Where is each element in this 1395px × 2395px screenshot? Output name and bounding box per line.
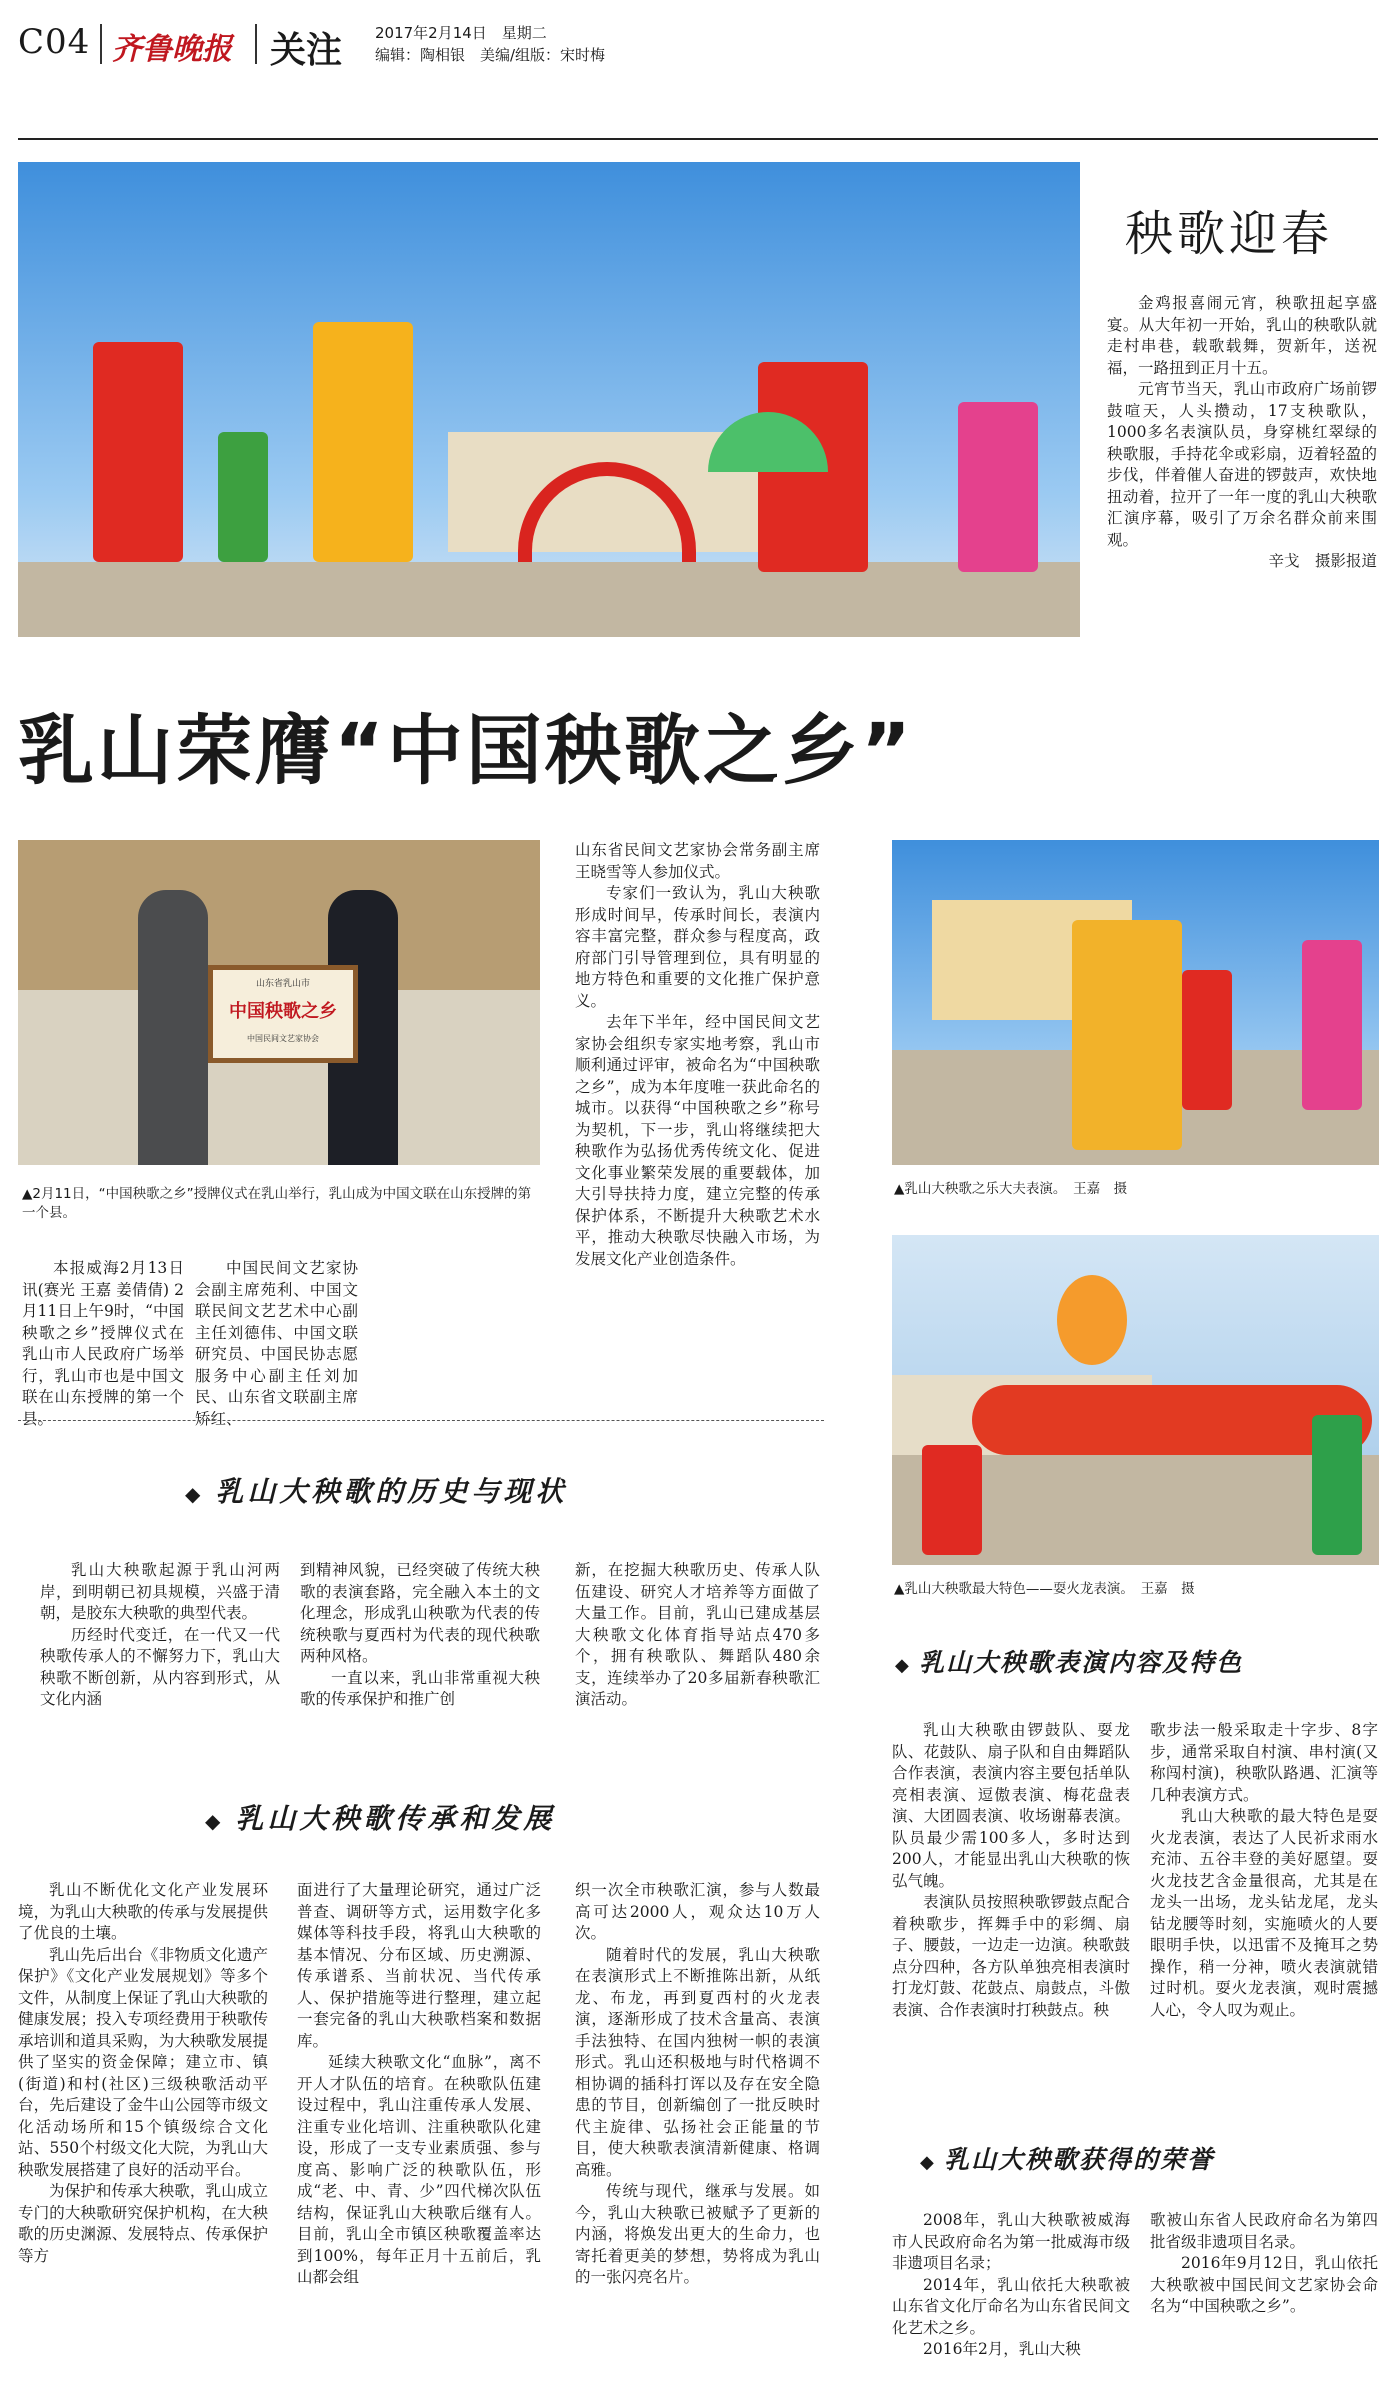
plaque-top: 山东省乳山市 [255,979,310,989]
top-photo [18,162,1080,637]
performer [1072,920,1182,1150]
paragraph: 织一次全市秧歌汇演，参与人数最高可达2000人，观众达10万人次。 [575,1881,820,1942]
performer [922,1445,982,1555]
diamond-icon: ◆ [920,2152,945,2173]
history-title: ◆ 乳山大秧歌的历史与现状 [185,1475,568,1508]
paragraph: 金鸡报喜闹元宵，秧歌扭起享盛宴。从大年初一开始，乳山的秧歌队就走村串巷，载歌载舞，贺新年，送祝福，一路扭到正月十五。 [1107,294,1377,377]
header-divider [100,24,102,64]
story-body [1107,293,1377,573]
paragraph: 乳山先后出台《非物质文化遗产保护》《文化产业发展规划》等多个文件，从制度上保证了乳山大秧歌的健康发展；投入专项经费用于秧歌传承培训和道具采购，为大秧歌发展提供了坚实的资金保障；建立市、镇(街道)和村(社区)三级秧歌活动平台，先后建设了金牛山公园等市级文化活动场所和15个镇级综合文化站、550个村级文化大院，为乳山大秧歌发展搭建了良好的活动平台。 [18,1945,268,2179]
honors-title: ◆ 乳山大秧歌获得的荣誉 [920,2145,1215,2174]
header-divider [255,24,257,64]
editor-credits: 编辑：陶相银 美编/组版：宋时梅 [375,46,606,64]
diamond-icon: ◆ [185,1482,216,1506]
paragraph: 面进行了大量理论研究，通过广泛普查、调研等方式，运用数字化多媒体等科技手段，将乳山大秧歌的基本情况、分布区域、历史溯源、传承谱系、当前状况、当代传承人、保护措施等进行整理，建立起一套完备的乳山大秧歌档案和数据库。 [297,1881,541,2050]
page-code: C04 [18,22,91,62]
honors-col1 [892,2210,1130,2361]
honors-col2 [1150,2210,1378,2318]
paragraph: 乳山不断优化文化产业发展环境，为乳山大秧歌的传承与发展提供了优良的土壤。 [18,1881,268,1942]
paragraph: 歌步法一般采取走十字步、8字步，通常采取自村演、串村演(又称闯村演)，秧歌队路遇、汇演等几种表演方式。 [1150,1721,1378,1804]
dancer [93,342,183,562]
paragraph: 乳山大秧歌的最大特色是耍火龙表演，表达了人民祈求雨水充沛、五谷丰登的美好愿望。耍火龙技艺含金量很高，尤其是在龙头一出场，龙头钻龙尾，龙头钻龙腰等时刻，实施喷火的人要眼明手快，以迅雷不及掩耳之势操作，稍一分神，喷火表演就错过时机。耍火龙表演，观时震撼人心，令人叹为观止。 [1150,1807,1378,2019]
paragraph: 为保护和传承大秧歌，乳山成立专门的大秧歌研究保护机构，在大秧歌的历史渊源、发展特点、传承保护等方 [18,2182,268,2265]
paragraph: 元宵节当天，乳山市政府广场前锣鼓喧天，人头攒动，17支秧歌队，1000多名表演队员，身穿桃红翠绿的秧歌服，手持花伞或彩扇，迈着轻盈的步伐，伴着催人奋进的锣鼓声，欢快地扭动着，拉开了一年一度的乳山大秧歌汇演序幕，吸引了万余名群众前来围观。 [1107,380,1377,549]
diamond-icon: ◆ [205,1809,236,1833]
paragraph: 本报威海2月13日讯(赛光 王嘉 姜倩倩) 2月11日上午9时，“中国秧歌之乡”授牌仪式在乳山市人民政府广场举行，乳山市也是中国文联在山东授牌的第一个县。 [22,1259,184,1428]
header-rule [18,138,1378,140]
dancer [218,432,268,562]
person-left [138,890,208,1165]
paragraph: 新，在挖掘大秧歌历史、传承人队伍建设、研究人才培养等方面做了大量工作。目前，乳山已建成基层大秧歌文化体育指导站点470多个，拥有秧歌队、舞蹈队480余支，连续举办了20多届新春秧歌汇演活动。 [575,1561,820,1708]
paragraph: 到精神风貌，已经突破了传统大秧歌的表演套路，完全融入本土的文化理念，形成乳山秧歌为代表的传统秧歌与夏西村为代表的现代秧歌两种风格。 [300,1561,540,1665]
diamond-icon: ◆ [895,1655,920,1676]
paragraph: 2008年，乳山大秧歌被威海市人民政府命名为第一批威海市级非遗项目名录； [892,2211,1130,2272]
paragraph: 中国民间文艺家协会副主席苑利、中国文联民间文艺艺术中心副主任刘德伟、中国文联研究员、中国民协志愿服务中心副主任刘加民、山东省文联副主席矫红、 [195,1259,358,1428]
history-col2 [300,1560,540,1711]
performer [1182,970,1232,1110]
drummer-photo-caption: ▲乳山大秧歌之乐大夫表演。 王嘉 摄 [894,1181,1128,1197]
award-plaque [208,965,358,1063]
performance-col1 [892,1720,1130,2021]
paragraph: 2014年，乳山依托大秧歌被山东省文化厅命名为山东省民间文化艺术之乡。 [892,2275,1130,2337]
drummer-photo [892,840,1379,1165]
photo-credit: 辛戈 摄影报道 [1268,552,1377,570]
history-col1 [40,1560,280,1711]
dancer [313,322,413,562]
performer [1312,1415,1362,1555]
dancer [958,402,1038,572]
performer [1302,940,1362,1110]
paragraph: 表演队员按照秧歌锣鼓点配合着秧歌步，挥舞手中的彩绸、扇子、腰鼓，一边走一边演。秧歌鼓点分四种，各方队单独亮相表演时打龙灯鼓、花鼓点、扇鼓点，斗傲表演、合作表演时打秧鼓点。秧 [892,1893,1130,2019]
plaque-title: 中国秧歌之乡 [229,1001,337,1022]
award-photo-caption: ▲2月11日，“中国秧歌之乡”授牌仪式在乳山举行，乳山成为中国文联在山东授牌的第一个县。 [22,1186,532,1221]
fire-dragon-photo [892,1235,1379,1565]
paragraph: 一直以来，乳山非常重视大秧歌的传承保护和推广创 [300,1668,540,1708]
paragraph: 历经时代变迁，在一代又一代秧歌传承人的不懈努力下，乳山大秧歌不断创新，从内容到形式，从文化内涵 [40,1625,280,1708]
story-title: 秧歌迎春 [1125,206,1334,262]
lead-col3 [575,840,820,1270]
paragraph: 乳山大秧歌由锣鼓队、耍龙队、花鼓队、扇子队和自由舞蹈队合作表演，表演内容主要包括单队亮相表演、逗傲表演、梅花盘表演、大团圆表演、收场谢幕表演。队员最少需100多人，多时达到200人，才能显出乳山大秧歌的恢弘气魄。 [892,1721,1130,1890]
lead-col1 [22,1258,184,1430]
paragraph: 2016年9月12日，乳山依托大秧歌被中国民间文艺家协会命名为“中国秧歌之乡”。 [1150,2254,1378,2315]
plaza [18,562,1080,637]
plaque-bottom: 中国民间文艺家协会 [247,1034,319,1043]
paper-name: 齐鲁晚报 [112,32,232,67]
heritage-col2 [297,1880,541,2289]
headline: 乳山荣膺“中国秧歌之乡” [18,706,914,795]
paragraph: 延续大秧歌文化“血脉”，离不开人才队伍的培育。在秧歌队伍建设过程中，乳山注重传承人发展、注重专业化培训、注重秧歌队化建设，形成了一支专业素质强、参与度高、影响广泛的秧歌队伍，形成“老、中、青、少”四代梯次队伍结构，保证乳山大秧歌后继有人。目前，乳山全市镇区秧歌覆盖率达到100%，每年正月十五前后，乳山都会组 [297,2053,541,2286]
fire-flame [1057,1275,1127,1365]
history-col3 [575,1560,820,1711]
performance-title: ◆ 乳山大秧歌表演内容及特色 [895,1648,1244,1677]
paragraph: 传统与现代，继承与发展。如今，乳山大秧歌已被赋予了更新的内涵，将焕发出更大的生命力，也寄托着更美的梦想，势将成为乳山的一张闪亮名片。 [575,2182,820,2286]
paragraph: 山东省民间文艺家协会常务副主席王晓雪等人参加仪式。 [575,841,820,881]
paragraph: 2016年2月，乳山大秧 [923,2340,1081,2358]
paragraph: 专家们一致认为，乳山大秧歌形成时间早，传承时间长，表演内容丰富完整，群众参与程度高，政府部门引导管理到位，具有明显的地方特色和重要的文化推广保护意义。 [575,884,820,1010]
heritage-col3 [575,1880,820,2289]
paragraph: 乳山大秧歌起源于乳山河两岸，到明朝已初具规模，兴盛于清朝，是胶东大秧歌的典型代表。 [40,1561,280,1622]
heritage-title: ◆ 乳山大秧歌传承和发展 [205,1802,556,1835]
paragraph: 去年下半年，经中国民间文艺家协会组织专家实地考察，乳山市顺利通过评审，被命名为“中国秧歌之乡”，成为本年度唯一获此命名的城市。以获得“中国秧歌之乡”称号为契机，下一步，乳山将继续把大秧歌作为弘扬优秀传统文化、促进文化事业繁荣发展的重要载体，加大引导扶持力度，建立完整的传承保护体系，不断提升大秧歌艺术水平，推动大秧歌尽快融入市场，为发展文化产业创造条件。 [575,1013,820,1268]
issue-date: 2017年2月14日 星期二 [375,24,547,42]
section-name: 关注 [270,30,343,71]
paragraph: 随着时代的发展，乳山大秧歌在表演形式上不断推陈出新，从纸龙、布龙，再到夏西村的火龙表演，逐渐形成了技术含量高、表演手法独特、在国内独树一帜的表演形式。乳山还积极地与时代格调不相协调的插科打诨以及存在安全隐患的节目，创新编创了一批反映时代主旋律、弘扬社会正能量的节目，使大秧歌表演清新健康、格调高雅。 [575,1945,820,2179]
fire-dragon-caption: ▲乳山大秧歌最大特色——耍火龙表演。 王嘉 摄 [894,1581,1195,1597]
award-photo [18,840,540,1165]
paragraph: 歌被山东省人民政府命名为第四批省级非遗项目名录。 [1150,2211,1378,2251]
lead-col2 [195,1258,358,1430]
heritage-col1 [18,1880,268,2267]
section-separator [18,1420,824,1421]
performance-col2 [1150,1720,1378,2021]
